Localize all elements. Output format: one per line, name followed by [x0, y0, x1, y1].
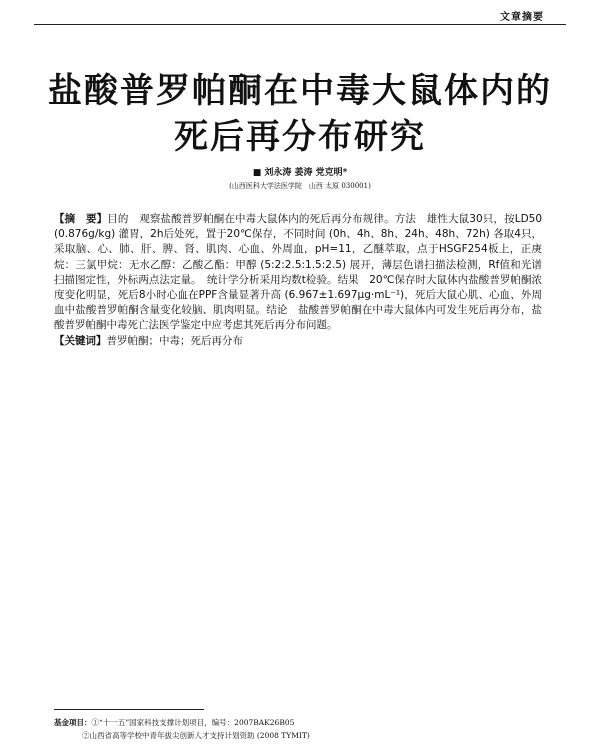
footnotes — [54, 709, 554, 742]
abstract-label: 【摘 要】 — [54, 213, 108, 225]
funding-item-1: ①“十一五”国家科技支撑计划项目，编号：2007BAK26B05 — [91, 718, 295, 727]
footnote-rule — [54, 709, 204, 710]
keywords-label: 【关键词】 — [54, 334, 107, 347]
keywords-text: 普罗帕酮；中毒；死后再分布 — [106, 334, 243, 347]
funding-item-2: ②山西省高等学校中青年拔尖创新人才支持计划资助 (2008 TYMIT) — [82, 731, 310, 740]
abstract-paragraph — [54, 212, 553, 334]
footnote-line-1 — [54, 716, 554, 729]
header-rule — [34, 24, 566, 25]
funding-label: 基金项目： — [54, 718, 92, 727]
article-title — [0, 68, 600, 160]
title-line-2: 死后再分布研究 — [174, 117, 426, 157]
title-line-1: 盐酸普罗帕酮在中毒大鼠体内的 — [48, 71, 552, 111]
authors: ■ 刘永涛 姜涛 党克明* — [252, 168, 348, 178]
abstract-block — [54, 212, 553, 349]
affiliation: (山西医科大学法医学院 山西 太原 030001) — [229, 182, 371, 190]
keywords-paragraph — [54, 334, 542, 349]
abstract-text: 目的 观察盐酸普罗帕酮在中毒大鼠体内的死后再分布规律。方法 雄性大鼠30只，按LD50 (0.876g/kg) 灌胃，2h后处死，置于20℃保存，不同时间 (0h、4h、8h、24h、48h、72h) 各取4只，采取脑、心、肺、肝、脾、肾、肌肉、心血、外周血，pH=11，乙醚萃取，点于HSGF254板上，正庚烷：三氯甲烷：无水乙醇：乙酸乙酯：甲醇 (5:2:2.5:1.5:2.5) 展开，薄层色谱扫描法检测，Rf值和光谱扫描图定性，外标两点法定量。 统计学分析采用均数t检验。结果 20℃保存时大鼠体内盐酸普罗帕酮浓度变化明显，死后8小时心血在PPF含量显著升高 (6.967±1.697μg·mL⁻¹)，死后大鼠心肌、心血、外周血中盐酸普罗帕酮含量变化较脑、肌肉明显。结论 盐酸普罗帕酮在中毒大鼠体内可发生死后再分布，盐酸普罗帕酮中毒死亡法医学鉴定中应考虑其死后再分布问题。 — [54, 213, 553, 332]
column-tag: 文章摘要 — [500, 12, 544, 23]
